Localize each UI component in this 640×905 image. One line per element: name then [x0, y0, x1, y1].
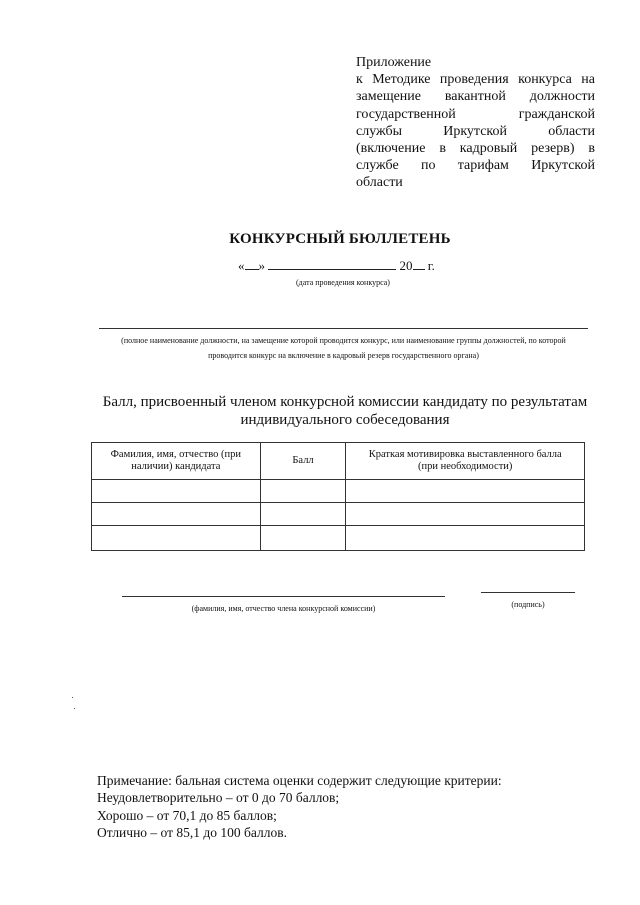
table-cell: [260, 503, 346, 526]
table-row: [92, 503, 585, 526]
header-candidate-name: [92, 443, 261, 480]
signature-line: [481, 592, 575, 593]
date-field: [238, 257, 435, 274]
note-line: Отлично – от 85,1 до 100 баллов.: [97, 825, 287, 841]
appendix-line: области: [356, 175, 403, 191]
appendix-title: Приложение: [356, 55, 432, 70]
header-text: Краткая мотивировка выставленного балла: [368, 449, 562, 460]
appendix-block: [356, 54, 595, 192]
score-table: [91, 442, 585, 551]
appendix-line: государственной гражданской: [356, 106, 595, 122]
note-line: Примечание: бальная система оценки содержит следующие критерии:: [97, 773, 502, 788]
table-cell: [92, 503, 261, 526]
heading-line: индивидуального собеседования: [240, 412, 450, 428]
table-row: [92, 480, 585, 503]
note-block: [97, 772, 502, 842]
year-prefix: 20: [399, 258, 413, 273]
note-line: Хорошо – от 70,1 до 85 баллов;: [97, 807, 277, 823]
position-caption: проводится конкурс на включение в кадровый резерв государственного органа): [208, 351, 479, 360]
member-name-line: [122, 596, 445, 597]
scan-speck: [72, 697, 73, 698]
member-name-caption: (фамилия, имя, отчество члена конкурсной комиссии): [191, 604, 376, 613]
appendix-line: службе по тарифам Иркутской: [356, 158, 595, 174]
header-text: наличии) кандидата: [131, 461, 221, 472]
signature-caption: (подпись): [511, 600, 545, 609]
table-cell: [346, 503, 585, 526]
heading-line: Балл, присвоенный членом конкурсной комиссии кандидату по результатам: [102, 394, 588, 410]
year-blank: [413, 257, 425, 270]
appendix-line: замещение вакантной должности: [356, 89, 595, 105]
header-motivation: [346, 443, 585, 480]
appendix-line: службы Иркутской области: [356, 123, 595, 139]
header-text: Фамилия, имя, отчество (при: [110, 449, 242, 460]
table-cell: [92, 480, 261, 503]
section-heading: [90, 393, 600, 429]
table-cell: [92, 526, 261, 551]
date-caption: (дата проведения конкурса): [296, 278, 390, 287]
document-title: КОНКУРСНЫЙ БЮЛЛЕТЕНЬ: [229, 231, 451, 247]
table-cell: [260, 526, 346, 551]
scan-speck: [74, 708, 75, 709]
header-text: Балл: [292, 455, 314, 466]
appendix-line: (включение в кадровый резерв) в: [356, 141, 595, 157]
table-row: [92, 526, 585, 551]
month-blank: [268, 257, 396, 270]
appendix-line: к Методике проведения конкурса на: [356, 72, 595, 88]
date-close-quote: »: [258, 258, 265, 273]
position-caption: (полное наименование должности, на замещение которой проводится конкурс, или наименование группы должностей, по которой: [121, 336, 566, 345]
header-text: (при необходимости): [418, 461, 513, 472]
table-cell: [346, 526, 585, 551]
note-line: Неудовлетворительно – от 0 до 70 баллов;: [97, 790, 340, 806]
header-score: [260, 443, 346, 480]
table-cell: [260, 480, 346, 503]
date-open-quote: «: [238, 258, 245, 273]
table-cell: [346, 480, 585, 503]
year-suffix: г.: [427, 258, 435, 273]
table-header-row: [92, 443, 585, 480]
position-blank-line: [99, 328, 588, 329]
day-blank: [245, 257, 259, 270]
